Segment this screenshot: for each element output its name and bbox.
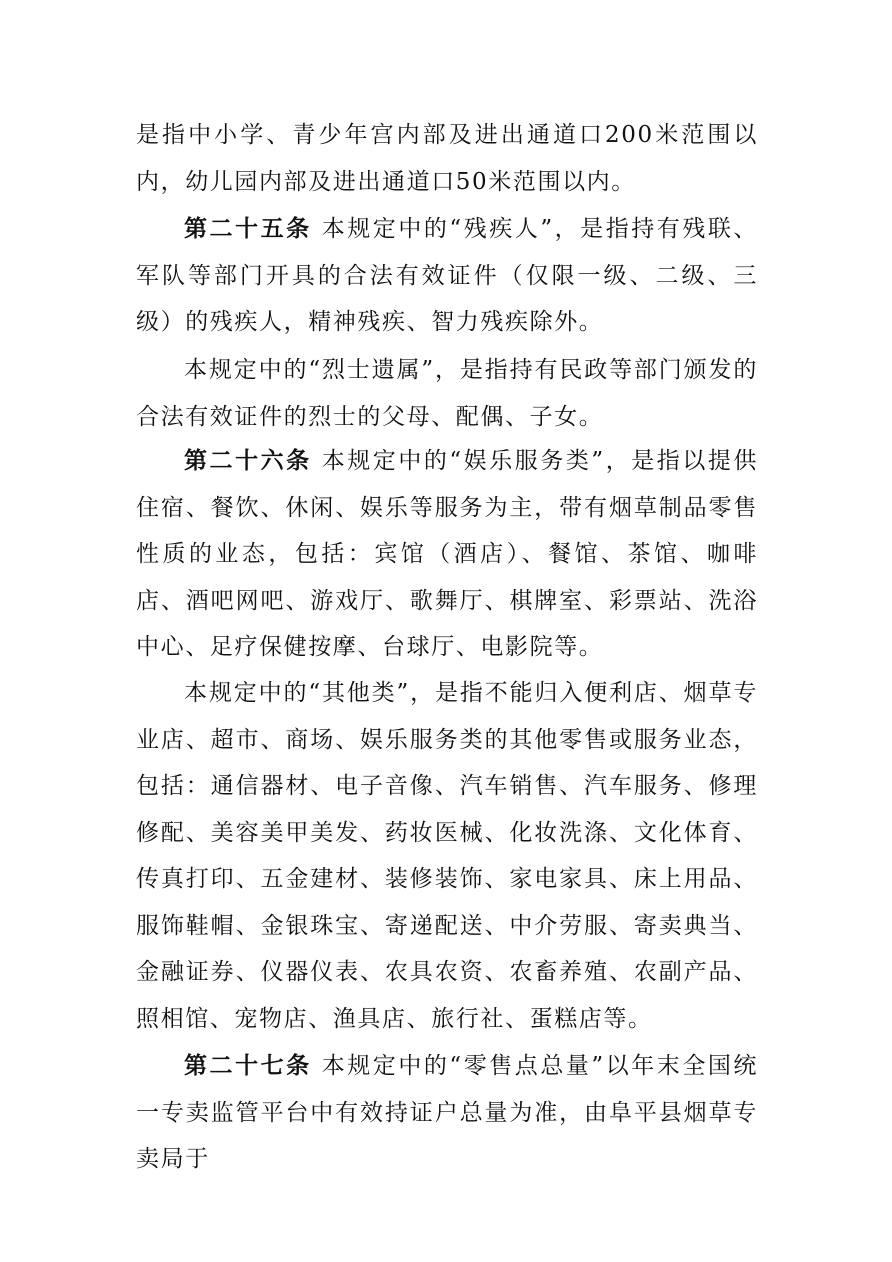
article-heading: 第二十五条 xyxy=(184,215,312,242)
article-27-paragraph xyxy=(136,1043,758,1183)
paragraph-text: 本规定中的“娱乐服务类”，是指以提供住宿、餐饮、休闲、娱乐等服务为主，带有烟草制品零售性质的业态，包括：宾馆（酒店）、餐馆、茶馆、咖啡店、酒吧网吧、游戏厅、歌舞厅、棋牌室、彩票站、洗浴中心、足疗保健按摩、台球厅、电影院等。 xyxy=(136,448,758,660)
article-heading: 第二十六条 xyxy=(184,447,312,474)
paragraph-text: 是指中小学、青少年宫内部及进出通道口200米范围以内，幼儿园内部及进出通道口50米范围以内。 xyxy=(136,122,758,195)
article-26-paragraph xyxy=(136,438,758,671)
paragraph-text: 本规定中的“零售点总量”以年末全国统一专卖监管平台中有效持证户总量为准，由阜平县烟草专卖局于 xyxy=(136,1053,758,1172)
martyr-family-paragraph xyxy=(136,347,758,440)
article-heading: 第二十七条 xyxy=(184,1052,312,1079)
other-category-paragraph xyxy=(136,670,758,1042)
paragraph-text: 本规定中的“其他类”，是指不能归入便利店、烟草专业店、超市、商场、娱乐服务类的其他零售或服务业态，包括：通信器材、电子音像、汽车销售、汽车服务、修理修配、美容美甲美发、药妆医械、化妆洗涤、文化体育、传真打印、五金建材、装修装饰、家电家具、床上用品、服饰鞋帽、金银珠宝、寄递配送、中介劳服、寄卖典当、金融证券、仪器仪表、农具农资、农畜养殖、农副产品、照相馆、宠物店、渔具店、旅行社、蛋糕店等。 xyxy=(136,680,758,1032)
paragraph-text: 本规定中的“残疾人”，是指持有残联、军队等部门开具的合法有效证件（仅限一级、二级、三级）的残疾人，精神残疾、智力残疾除外。 xyxy=(136,216,758,335)
paragraph-text: 本规定中的“烈士遗属”，是指持有民政等部门颁发的合法有效证件的烈士的父母、配偶、子女。 xyxy=(136,357,758,430)
article-25-paragraph xyxy=(136,206,758,346)
paragraph-continuation xyxy=(136,112,758,205)
